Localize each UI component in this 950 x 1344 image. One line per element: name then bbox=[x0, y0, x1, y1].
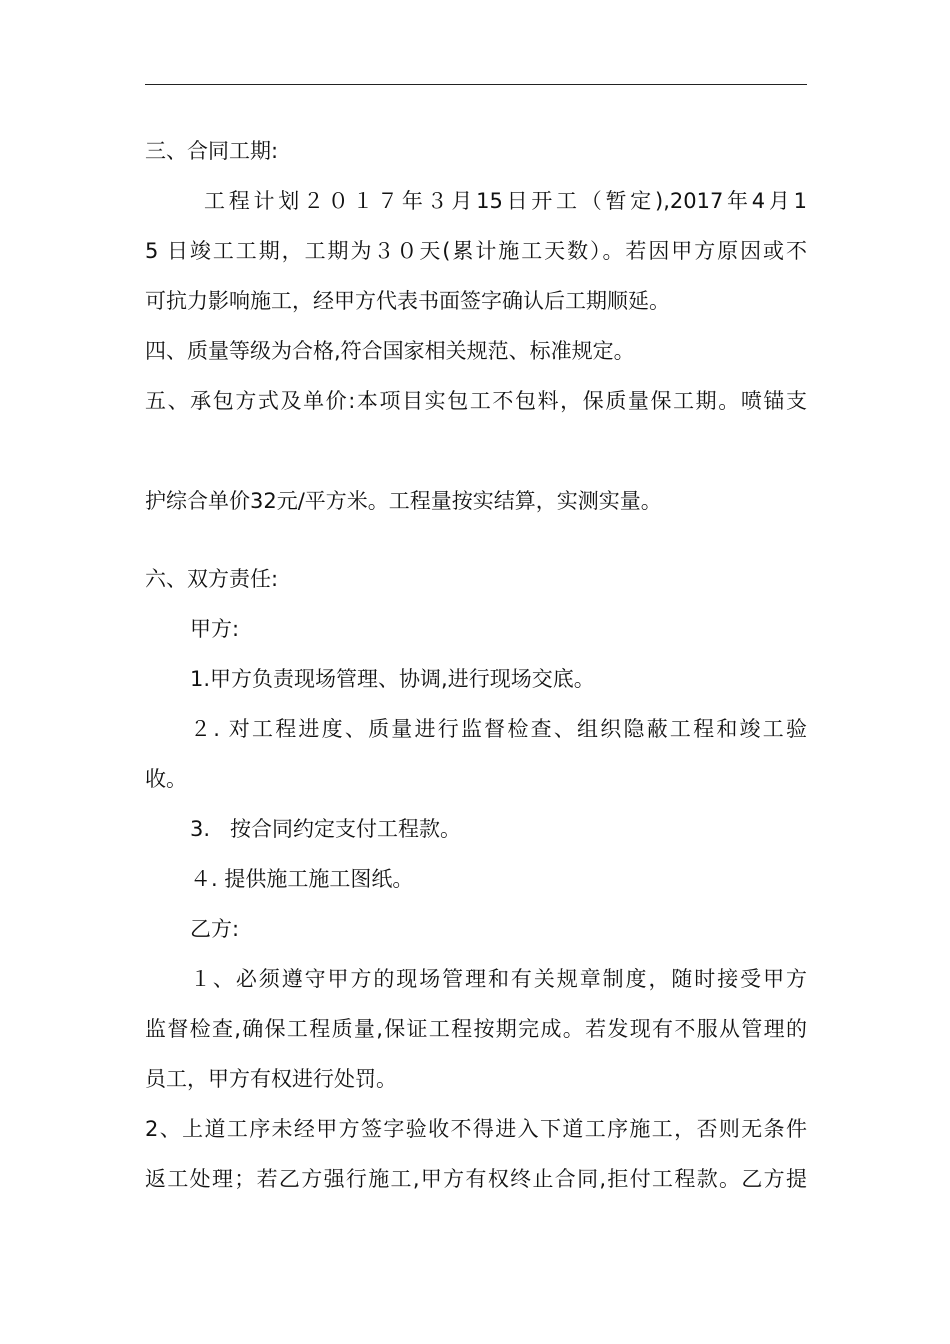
paragraph-line: 可抗力影响施工，经甲方代表书面签字确认后工期顺延。 bbox=[145, 289, 670, 313]
paragraph-line: 收。 bbox=[145, 767, 187, 791]
header-rule bbox=[145, 84, 807, 85]
list-item: １、必须遵守甲方的现场管理和有关规章制度，随时接受甲方 bbox=[190, 967, 807, 991]
party-a-heading: 甲方: bbox=[190, 617, 240, 641]
paragraph-line: 员工，甲方有权进行处罚。 bbox=[145, 1067, 397, 1091]
section-5-line: 五、承包方式及单价:本项目实包工不包料，保质量保工期。喷锚支 bbox=[145, 389, 807, 413]
list-item: 3. 按合同约定支付工程款。 bbox=[190, 817, 462, 841]
paragraph-line: 护综合单价32元/平方米。工程量按实结算，实测实量。 bbox=[145, 489, 662, 513]
paragraph-line: 工程计划２０１７年３月15日开工（暂定),2017年4月1 bbox=[204, 189, 807, 213]
list-item: 1.甲方负责现场管理、协调,进行现场交底。 bbox=[190, 667, 595, 691]
section-3-heading: 三、合同工期: bbox=[145, 139, 279, 163]
party-b-heading: 乙方: bbox=[190, 917, 240, 941]
list-item: 2、上道工序未经甲方签字验收不得进入下道工序施工，否则无条件 bbox=[145, 1117, 807, 1141]
paragraph-line: 返工处理；若乙方强行施工,甲方有权终止合同,拒付工程款。乙方提 bbox=[145, 1167, 807, 1191]
paragraph-line: 监督检查,确保工程质量,保证工程按期完成。若发现有不服从管理的 bbox=[145, 1017, 807, 1041]
paragraph-line: 5 日竣工工期，工期为３０天(累计施工天数）。若因甲方原因或不 bbox=[145, 239, 807, 263]
section-4-line: 四、质量等级为合格,符合国家相关规范、标准规定。 bbox=[145, 339, 635, 363]
list-item: ２. 对工程进度、质量进行监督检查、组织隐蔽工程和竣工验 bbox=[190, 717, 807, 741]
section-6-heading: 六、双方责任: bbox=[145, 567, 279, 591]
list-item: ４. 提供施工施工图纸。 bbox=[190, 867, 414, 891]
